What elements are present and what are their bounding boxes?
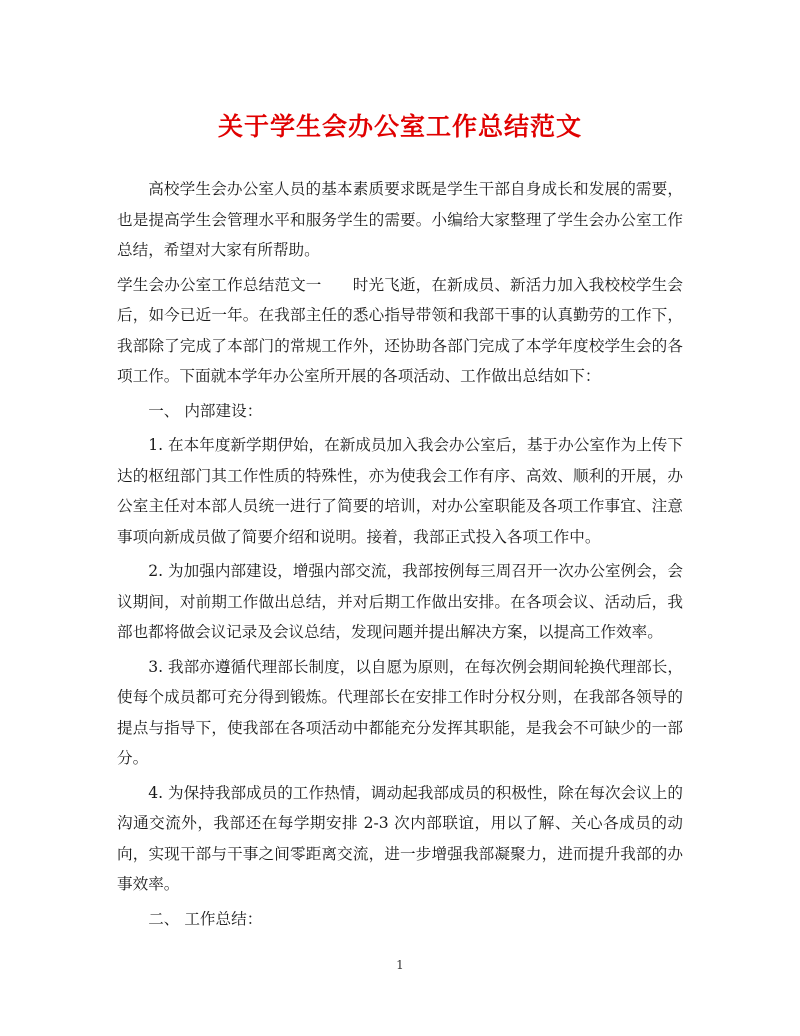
section-heading-work: 二、 工作总结： [148,909,263,928]
document-title: 关于学生会办公室工作总结范文 [217,112,582,141]
section-heading-internal: 一、 内部建设： [148,401,263,420]
page-number: 1 [396,958,404,972]
example-heading: 学生会办公室工作总结范文一 [117,275,322,294]
document-body [117,174,683,938]
list-item-1: 1. 在本年度新学期伊始，在新成员加入我会办公室后，基于办公室作为上传下达的枢纽部门其工作性质的特殊性，亦为使我会工作有序、高效、顺利的开展，办公室主任对本部人员统一进行了简要的培训，对办公室职能及各项工作事宜、注意事项向新成员做了简要介绍和说明。接着，我部正式投入各项工作中。 [117,436,683,546]
list-item-4: 4. 为保持我部成员的工作热情，调动起我部成员的积极性，除在每次会议上的沟通交流外，我部还在每学期安排 2-3 次内部联谊，用以了解、关心各成员的动向，实现干部与干事之间零距离交流，进一步增强我部凝聚力，进而提升我部的办事效率。 [117,783,683,893]
example-paragraph [117,270,683,392]
example-intro-text: 时光飞逝，在新成员、新活力加入我校校学生会后，如今已近一年。在我部主任的悉心指导带领和我部干事的认真勤劳的工作下，我部除了完成了本部门的常规工作外，还协助各部门完成了本学年度校学生会的各项工作。下面就本学年办公室所开展的各项活动、工作做出总结如下： [117,275,683,385]
list-item-3: 3. 我部亦遵循代理部长制度，以自愿为原则，在每次例会期间轮换代理部长，使每个成员都可充分得到锻炼。代理部长在安排工作时分权分则，在我部各领导的提点与指导下，使我部在各项活动中都能充分发挥其职能，是我会不可缺少的一部分。 [117,657,683,767]
intro-paragraph: 高校学生会办公室人员的基本素质要求既是学生干部自身成长和发展的需要，也是提高学生会管理水平和服务学生的需要。小编给大家整理了学生会办公室工作总结，希望对大家有所帮助。 [117,180,683,259]
list-item-2: 2. 为加强内部建设，增强内部交流，我部按例每三周召开一次办公室例会，会议期间，对前期工作做出总结，并对后期工作做出安排。在各项会议、活动后，我部也都将做会议记录及会议总结，发现问题并提出解决方案，以提高工作效率。 [117,562,683,641]
